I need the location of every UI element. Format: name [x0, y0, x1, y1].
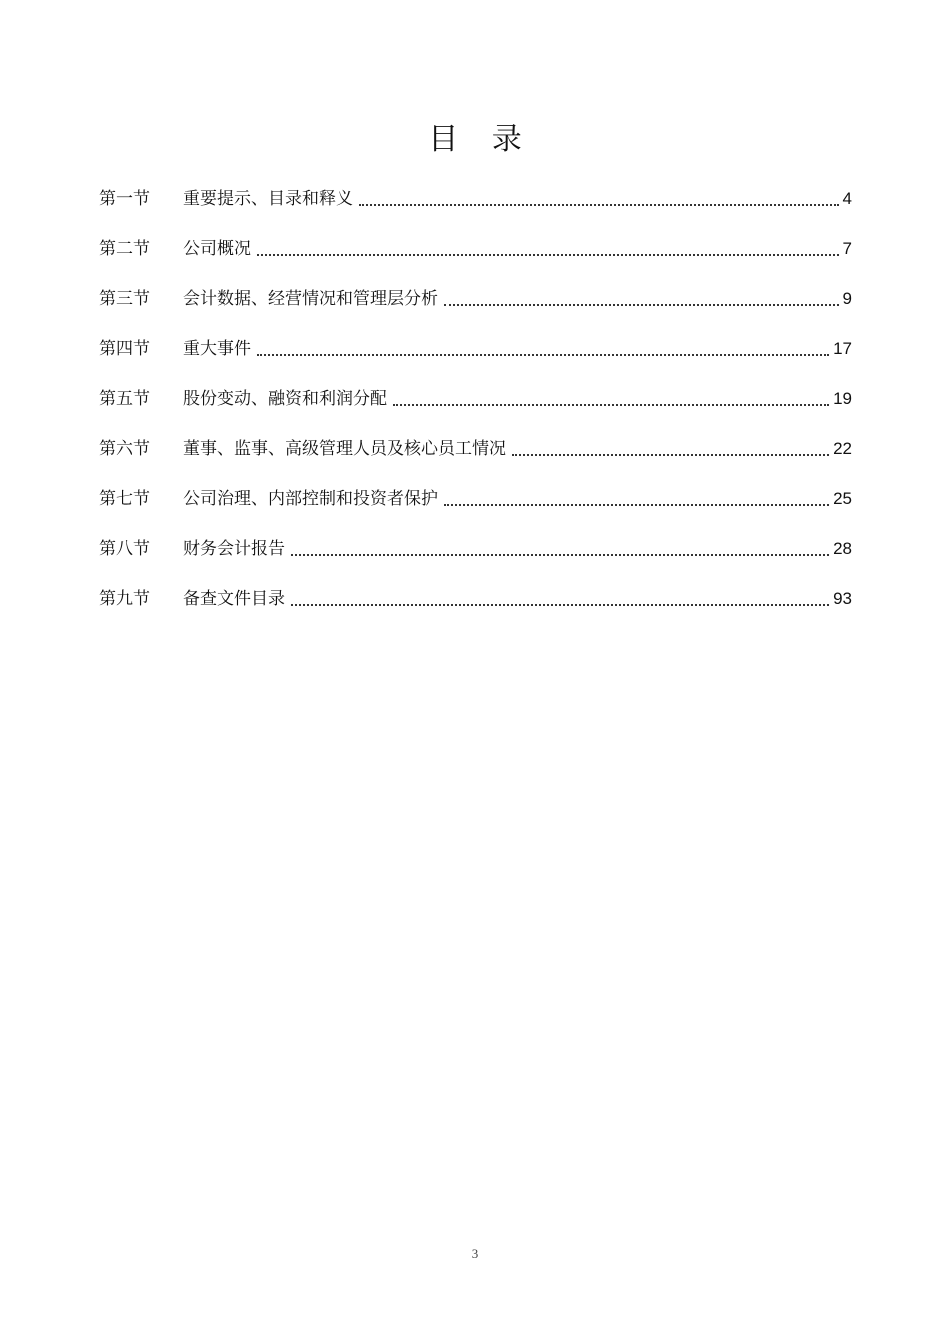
toc-section-number: 第七节	[99, 489, 150, 509]
toc-section-number: 第六节	[99, 439, 150, 459]
toc-heading[interactable]: 备查文件目录	[183, 589, 285, 609]
toc-page-number: 19	[833, 389, 852, 408]
toc-heading[interactable]: 重要提示、目录和释义	[183, 189, 353, 209]
toc-entry[interactable]	[99, 174, 852, 224]
toc-heading[interactable]: 公司概况	[183, 239, 251, 259]
toc-page-number: 9	[842, 289, 852, 308]
toc-entry[interactable]	[99, 474, 852, 524]
toc-heading[interactable]: 股份变动、融资和利润分配	[183, 389, 387, 409]
toc-section-number: 第八节	[99, 539, 150, 559]
toc-heading[interactable]: 会计数据、经营情况和管理层分析	[183, 289, 438, 309]
toc-heading[interactable]: 董事、监事、高级管理人员及核心员工情况	[183, 439, 506, 459]
toc-page-number: 22	[833, 439, 852, 458]
toc-entry[interactable]	[99, 574, 852, 624]
toc-page-number: 4	[842, 189, 852, 208]
toc-entry[interactable]	[99, 424, 852, 474]
toc-section-number: 第四节	[99, 339, 150, 359]
toc-section-number: 第二节	[99, 239, 150, 259]
toc-section-number: 第一节	[99, 189, 150, 209]
toc-heading[interactable]: 重大事件	[183, 339, 251, 359]
toc-dot-leader	[444, 503, 829, 506]
toc-dot-leader	[393, 403, 829, 406]
toc-dot-leader	[257, 353, 829, 356]
toc-heading[interactable]: 财务会计报告	[183, 539, 285, 559]
toc-page-number: 25	[833, 489, 852, 508]
toc-dot-leader	[359, 203, 839, 206]
toc-page-number: 17	[833, 339, 852, 358]
toc-title: 目 录	[428, 122, 534, 157]
toc-section-number: 第三节	[99, 289, 150, 309]
toc-dot-leader	[512, 453, 829, 456]
toc-dot-leader	[257, 253, 839, 256]
toc-entry[interactable]	[99, 324, 852, 374]
toc-dot-leader	[444, 303, 839, 306]
toc-heading[interactable]: 公司治理、内部控制和投资者保护	[183, 489, 438, 509]
toc-entry[interactable]	[99, 374, 852, 424]
toc-page-number: 7	[842, 239, 852, 258]
toc-section-number: 第九节	[99, 589, 150, 609]
toc-list	[99, 174, 852, 624]
toc-dot-leader	[291, 553, 829, 556]
toc-entry[interactable]	[99, 524, 852, 574]
toc-section-number: 第五节	[99, 389, 150, 409]
toc-page-number: 93	[833, 589, 852, 608]
toc-entry[interactable]	[99, 274, 852, 324]
toc-dot-leader	[291, 603, 829, 606]
page-number: 3	[471, 1246, 479, 1261]
toc-entry[interactable]	[99, 224, 852, 274]
toc-page-number: 28	[833, 539, 852, 558]
